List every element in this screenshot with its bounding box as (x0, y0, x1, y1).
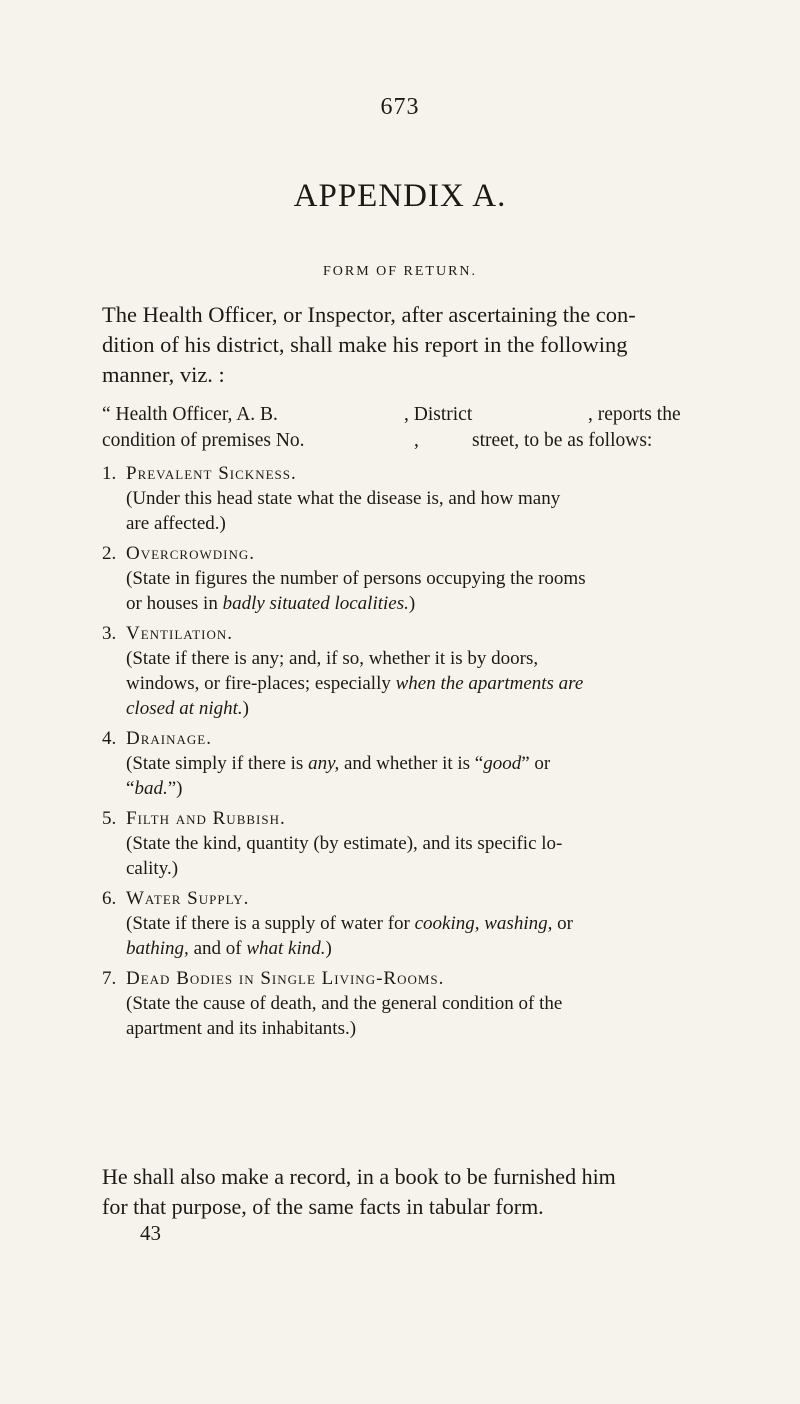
return-item (102, 726, 698, 801)
item-heading (102, 726, 698, 751)
description-line: (Under this head state what the disease is, and how many (126, 488, 561, 509)
return-item (102, 461, 698, 536)
return-item (102, 886, 698, 961)
description-line: cality.) (126, 858, 179, 879)
closing-line: for that purpose, of the same facts in tabular form. (102, 1194, 544, 1219)
description-line: (State simply if there is any, and whether it is “good” or (126, 753, 551, 774)
intro-paragraph (102, 300, 698, 390)
item-description (102, 751, 698, 801)
page-number: 673 (380, 94, 420, 120)
description-line: apartment and its inhabitants.) (126, 1018, 357, 1039)
item-heading (102, 621, 698, 646)
item-heading-text: Ventilation. (126, 623, 234, 644)
item-heading (102, 966, 698, 991)
signature-mark: 43 (140, 1221, 161, 1245)
return-item (102, 806, 698, 881)
appendix-title: APPENDIX A. (293, 178, 507, 214)
item-heading-text: Drainage. (126, 728, 212, 749)
description-line: windows, or fire-places; especially when the apartments are (126, 673, 584, 694)
item-number: 5. (102, 808, 117, 829)
street-segment: street, to be as follows: (472, 430, 653, 451)
return-item (102, 621, 698, 721)
item-heading-text: Filth and Rubbish. (126, 808, 286, 829)
item-heading-text: Prevalent Sickness. (126, 463, 297, 484)
description-line: (State in figures the number of persons occupying the rooms (126, 568, 586, 589)
officer-name-segment: “ Health Officer, A. B. (102, 404, 278, 425)
item-description (102, 486, 698, 536)
district-segment: , District (404, 404, 473, 425)
item-heading (102, 806, 698, 831)
report-formula-line (102, 402, 698, 428)
item-description (102, 566, 698, 616)
item-description (102, 991, 698, 1041)
closing-paragraph (102, 1162, 698, 1222)
item-heading-text: Water Supply. (126, 888, 250, 909)
item-number: 2. (102, 543, 117, 564)
description-line: are affected.) (126, 513, 226, 534)
item-heading (102, 461, 698, 486)
item-description (102, 646, 698, 721)
item-number: 4. (102, 728, 117, 749)
comma-segment: , (414, 430, 419, 451)
intro-line: dition of his district, shall make his report in the following (102, 332, 628, 357)
intro-line: The Health Officer, or Inspector, after ascertaining the con- (102, 302, 636, 327)
item-number: 1. (102, 463, 117, 484)
description-line: (State the kind, quantity (by estimate), and its specific lo- (126, 833, 563, 854)
item-description (102, 831, 698, 881)
reports-segment: , reports the (588, 404, 681, 425)
item-description (102, 911, 698, 961)
description-line: bathing, and of what kind.) (126, 938, 332, 959)
item-heading (102, 886, 698, 911)
item-number: 3. (102, 623, 117, 644)
report-formula (102, 402, 698, 454)
return-item (102, 966, 698, 1041)
return-items-list (102, 461, 698, 1041)
description-line: (State if there is any; and, if so, whether it is by doors, (126, 648, 539, 669)
closing-line: He shall also make a record, in a book to be furnished him (102, 1164, 616, 1189)
item-number: 7. (102, 968, 117, 989)
item-heading (102, 541, 698, 566)
intro-line: manner, viz. : (102, 362, 225, 387)
return-item (102, 541, 698, 616)
description-line: closed at night.) (126, 698, 249, 719)
report-formula-line (102, 428, 698, 454)
item-heading-text: Overcrowding. (126, 543, 255, 564)
description-line: (State the cause of death, and the general condition of the (126, 993, 563, 1014)
item-number: 6. (102, 888, 117, 909)
item-heading-text: Dead Bodies in Single Living-Rooms. (126, 968, 445, 989)
form-heading: FORM OF RETURN. (322, 264, 478, 279)
description-line: “bad.”) (126, 778, 183, 799)
description-line: (State if there is a supply of water for cooking, washing, or (126, 913, 573, 934)
description-line: or houses in badly situated localities.) (126, 593, 416, 614)
premises-segment: condition of premises No. (102, 430, 305, 451)
